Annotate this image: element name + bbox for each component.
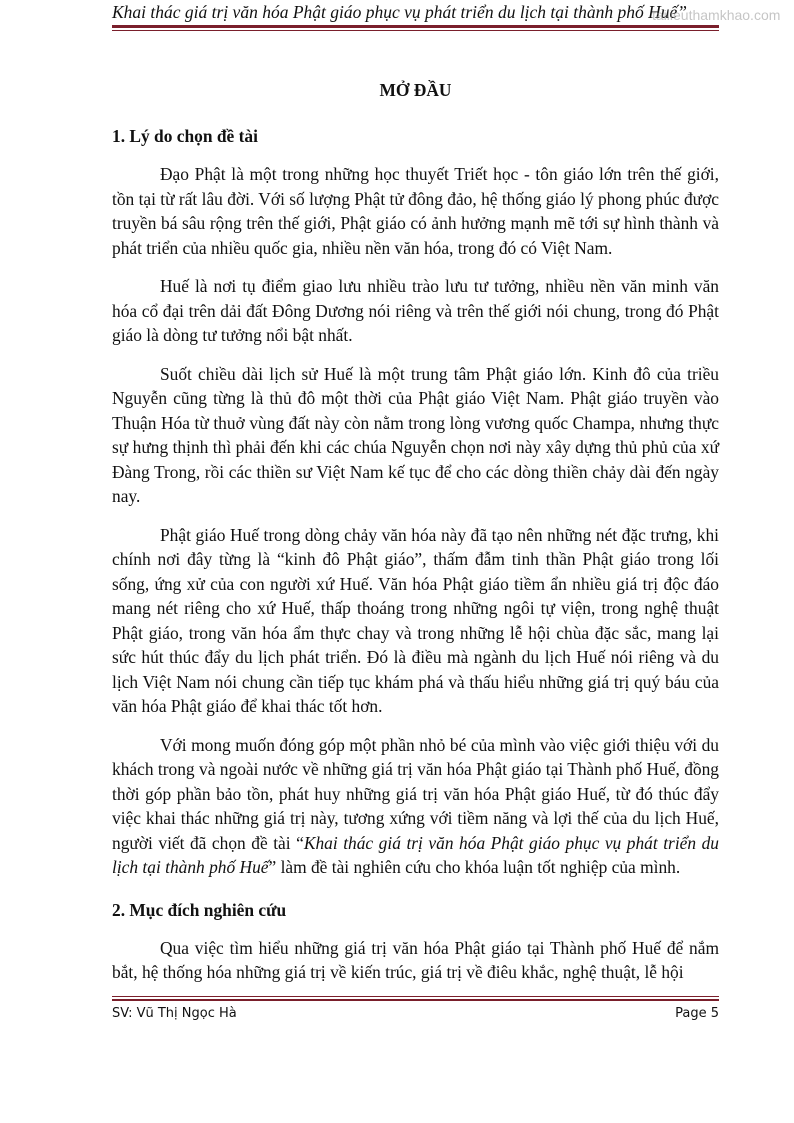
page-title: MỞ ĐẦU — [379, 80, 452, 100]
paragraph-1: Đạo Phật là một trong những học thuyết Triết học - tôn giáo lớn trên thế giới, tồn tại từ rất lâu đời. Với số lượng Phật tử đông đảo, hệ thống giáo lý phong phúc được truyền bá sâu rộng trên thế giới, Phật giáo có ảnh hưởng mạnh mẽ tới sự hình thành và phát triển của nhiều quốc gia, nhiều nền văn hóa, trong đó có Việt Nam. — [112, 164, 719, 258]
section-heading-1: 1. Lý do chọn đề tài — [112, 126, 258, 146]
page-header — [0, 0, 794, 40]
header-title: Khai thác giá trị văn hóa Phật giáo phục vụ phát triển du lịch tại thành phố Huế” — [112, 2, 688, 22]
paragraph-3: Suốt chiều dài lịch sử Huế là một trung tâm Phật giáo lớn. Kinh đô của triều Nguyễn cũng từng là thủ đô một thời của Phật giáo Việt Nam. Phật giáo truyền vào Thuận Hóa từ thuở vùng đất này còn nằm trong lòng vương quốc Champa, nhưng thực sự hưng thịnh thì phải đến khi các chúa Nguyễn chọn nơi này xây dựng thủ phủ của xứ Đàng Trong, rồi các thiền sư Việt Nam kế tục để cho các dòng thiền chảy dài đến ngày nay. — [112, 363, 719, 506]
footer-rule-thick — [112, 999, 719, 1001]
footer-author: SV: Vũ Thị Ngọc Hà — [112, 1006, 237, 1021]
paragraph-2: Huế là nơi tụ điểm giao lưu nhiều trào lưu tư tưởng, nhiều nền văn minh văn hóa cổ đại trên dải đất Đông Dương nói riêng và trên thế giới nói chung, trong đó Phật giáo là dòng tư tưởng nổi bật nhất. — [112, 276, 719, 345]
header-rule-thick — [112, 25, 719, 28]
paragraph-5 — [112, 733, 719, 880]
paragraph-6: Qua việc tìm hiểu những giá trị văn hóa Phật giáo tại Thành phố Huế để nắm bắt, hệ thống hóa những giá trị về kiến trúc, giá trị về điêu khắc, nghệ thuật, lễ hội — [112, 937, 719, 982]
footer-page-number: Page 5 — [675, 1006, 719, 1021]
thesis-title-italic: Khai thác giá trị văn hóa Phật giáo phục vụ phát triển du lịch tại thành phố Huế — [112, 832, 719, 877]
section-heading-2: 2. Mục đích nghiên cứu — [112, 899, 287, 920]
header-rule-thin — [112, 30, 719, 31]
document-body — [112, 78, 719, 985]
paragraph-5-text-b: ” làm đề tài nghiên cứu cho khóa luận tốt nghiệp của mình. — [268, 857, 681, 877]
paragraph-4: Phật giáo Huế trong dòng chảy văn hóa này đã tạo nên những nét đặc trưng, khi chính nơi đây từng là “kinh đô Phật giáo”, thấm đẫm tinh thần Phật giáo trong lối sống, ứng xử của con người xứ Huế. Văn hóa Phật giáo tiềm ẩn nhiều giá trị độc đáo mang nét riêng cho xứ Huế, thấp thoáng trong những ngôi tự viện, trong nghệ thuật Phật giáo, trong văn hóa ẩm thực chay và trong những lễ hội chùa đặc sắc, mang lại sức hút thúc đẩy du lịch phát triển. Đó là điều mà ngành du lịch Huế nói riêng và du lịch Việt Nam nói chung cần tiếp tục khám phá và thấu hiểu những giá trị quý báu của văn hóa Phật giáo để khai thác tốt hơn. — [112, 524, 719, 716]
footer-rule-thin — [112, 996, 719, 997]
paragraph-5-text-a: Với mong muốn đóng góp một phần nhỏ bé của mình vào việc giới thiệu với du khách trong và ngoài nước về những giá trị văn hóa Phật giáo tại Thành phố Huế, đồng thời góp phần bảo tồn, phát huy những giá trị văn hóa Phật giáo Huế, từ đó thúc đẩy việc khai thác những giá trị này, tương xứng với tiềm năng và lợi thế của du lịch Huế, người viết đã chọn đề tài “ — [112, 734, 719, 853]
watermark: tailieuthamkhao.com — [652, 7, 781, 23]
